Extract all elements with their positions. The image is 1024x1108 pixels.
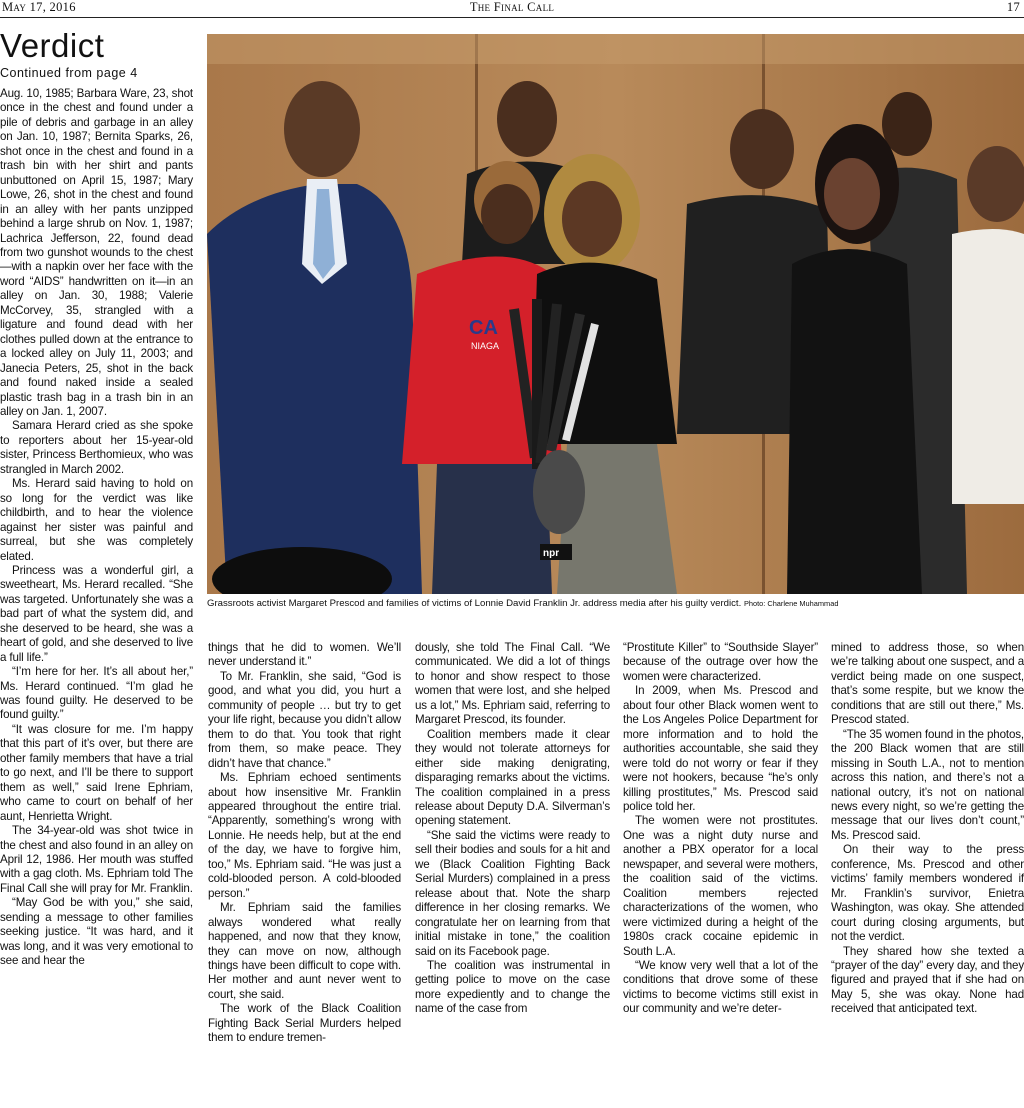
paragraph: “It was closure for me. I’m happy that this part of it’s over, but there are other family members that have a trial to go next, and I’ll be there to support them as well,” said Irene Ephriam, who came to court on behalf of her aunt, Henrietta Wright.	[0, 722, 193, 823]
paragraph: Princess was a wonderful girl, a sweetheart, Ms. Herard recalled. “She was targeted. Unfortunately she was a bad part of what the system did, and she deserved to be heard, she was a heart of gold, and she deserved to live a full life.”	[0, 563, 193, 664]
continued-line: Continued from page 4	[0, 66, 138, 80]
paragraph: Samara Herard cried as she spoke to reporters about her 15-year-old sister, Princess Berthomieux, who was strangled in March 2002.	[0, 419, 193, 476]
paragraph: dously, she told The Final Call. “We communicated. We did a lot of things to honor and show respect to those women that were lost, and she helped us a lot,” Ms. Ephriam said, referring to Margaret Prescod, its founder.	[415, 641, 610, 727]
paragraph: To Mr. Franklin, she said, “God is good, and what you did, you hurt a community of people … but try to get your life right, because you didn’t allow them to do that. You took that right from them, so make peace. They didn’t have that chance.”	[208, 669, 401, 770]
article-column-1	[0, 87, 193, 969]
issue-date: May 17, 2016	[2, 0, 76, 14]
page-header	[0, 0, 1024, 18]
paragraph: things that he did to women. We’ll never understand it.”	[208, 641, 401, 669]
paragraph: The coalition was instrumental in getting police to move on the case more expediently and to change the name of the case from	[415, 958, 610, 1016]
paragraph: On their way to the press conference, Ms. Prescod and other victims’ family members wondered if Mr. Franklin’s survivor, Enietra Washington, was okay. She attended court during closing arguments, but not the verdict.	[831, 843, 1024, 944]
photo-caption	[207, 597, 1024, 610]
paragraph: “The 35 women found in the photos, the 200 Black women that are still missing in South L.A., not to mention across this nation, and there’s not a national outcry, it’s not on national news every night, so we’re getting the message that our lives don’t count,” Ms. Prescod said.	[831, 727, 1024, 842]
paragraph: Ms. Ephriam echoed sentiments about how insensitive Mr. Franklin appeared throughout the entire trial. “Apparently, something’s wrong with Lonnie. He needs help, but at the end of the day, we have to forgive him, too,” Ms. Ephriam said. “He was just a cold-blooded person. A cold-blooded person.”	[208, 771, 401, 900]
news-photo	[207, 34, 1024, 594]
photo-credit: Photo: Charlene Muhammad	[743, 599, 839, 608]
article-column-4	[623, 641, 818, 1017]
article-column-3	[415, 641, 610, 1017]
paragraph: mined to address those, so when we’re talking about one suspect, and a verdict being made on one suspect, that’s some respite, but we know the conditions that are still out there,” Ms. Prescod stated.	[831, 641, 1024, 727]
article-column-5	[831, 641, 1024, 1017]
article-column-2	[208, 641, 401, 1046]
paragraph: Mr. Ephriam said the families always wondered what really happened, and now that they know, they can move on now, although things have been difficult to cope with. Her mother and aunt never went to court, she said.	[208, 901, 401, 1001]
page-number: 17	[1006, 0, 1020, 14]
paragraph: “I’m here for her. It’s all about her,” Ms. Herard continued. “I’m glad he was found guilty. He deserved to be found guilty.”	[0, 665, 193, 722]
paragraph: The work of the Black Coalition Fighting Back Serial Murders helped them to endure tremen-	[208, 1002, 401, 1045]
paragraph: The 34-year-old was shot twice in the chest and also found in an alley on April 12, 1986. Her mouth was stuffed with a gag cloth. Ms. Ephriam told The Final Call she will pray for Mr. Franklin.	[0, 824, 193, 895]
paragraph: They shared how she texted a “prayer of the day” every day, and they figured and prayed that if she had on May 5, she was okay. None had received that anticipated text.	[831, 944, 1024, 1016]
paragraph: “Prostitute Killer” to “Southside Slayer” because of the outrage over how the women were characterized.	[623, 641, 818, 683]
paragraph: The women were not prostitutes. One was a night duty nurse and another a PBX operator for a local newspaper, and several were mothers, the coalition said of the victims. Coalition members rejected characterizations of the women, who were victimized during a height of the 1980s crack cocaine epidemic in South L.A.	[623, 814, 818, 958]
headline: Verdict	[0, 27, 105, 64]
publication-name: The Final Call	[469, 0, 555, 14]
paragraph: Coalition members made it clear they would not tolerate attorneys for either side making denigrating, disparaging remarks about the victims. The coalition complained in a press release about Deputy D.A. Silverman’s opening statement.	[415, 727, 610, 828]
npr-mic-flag: npr	[543, 548, 560, 559]
hoodie-text-niaga: NIAGA	[471, 341, 500, 351]
hoodie-text-ca: CA	[469, 317, 498, 339]
paragraph: “May God be with you,” she said, sending a message to other families seeking justice. “It was hard, and it was long, and it was very emotional to see and hear the	[0, 896, 193, 968]
paragraph: Aug. 10, 1985; Barbara Ware, 23, shot once in the chest and found under a pile of debris and garbage in an alley on Jan. 10, 1987; Bernita Sparks, 26, shot once in the chest and found in a trash bin with her shirt and pants unbuttoned on April 15, 1987; Mary Lowe, 26, shot in the chest and found in an alley with her pants unzipped behind a large shrub on Nov. 1, 1987; Lachrica Jefferson, 22, found dead from two gunshot wounds to the chest—with a napkin over her face with the word “AIDS” handwritten on it—in an alley on Jan. 30, 1988; Valerie McCorvey, 35, strangled with a ligature and found dead with her clothes pulled down at the entrance to a locked alley on July 11, 2003; and Janecia Peters, 25, shot in the back and found naked inside a sealed plastic trash bag in a trash bin in an alley on Jan. 1, 2007.	[0, 87, 193, 418]
paragraph: “We know very well that a lot of the conditions that drove some of these victims to become victims still exist in our community and we’re deter-	[623, 958, 818, 1016]
paragraph: “She said the victims were ready to sell their bodies and souls for a hit and we (Black Coalition Fighting Back Serial Murders) complained in a press release about that. Note the sharp difference in her closing remarks. We congratulate her on learning from that initial mistake in tone,” the coalition said on its Facebook page.	[415, 828, 610, 958]
caption-text: Grassroots activist Margaret Prescod and families of victims of Lonnie David Franklin Jr. address media after his guilty verdict.	[207, 598, 742, 609]
paragraph: In 2009, when Ms. Prescod and about four other Black women went to the Los Angeles Police Department for more information and to hold the authorities accountable, she said they were told do not worry or fear if they were not hookers, because “he’s only killing prostitutes,” Ms. Prescod said police told her.	[623, 684, 818, 813]
paragraph: Ms. Herard said having to hold on so long for the verdict was like childbirth, and to hear the violence against her sister was painful and surreal, but she was completely elated.	[0, 477, 193, 563]
